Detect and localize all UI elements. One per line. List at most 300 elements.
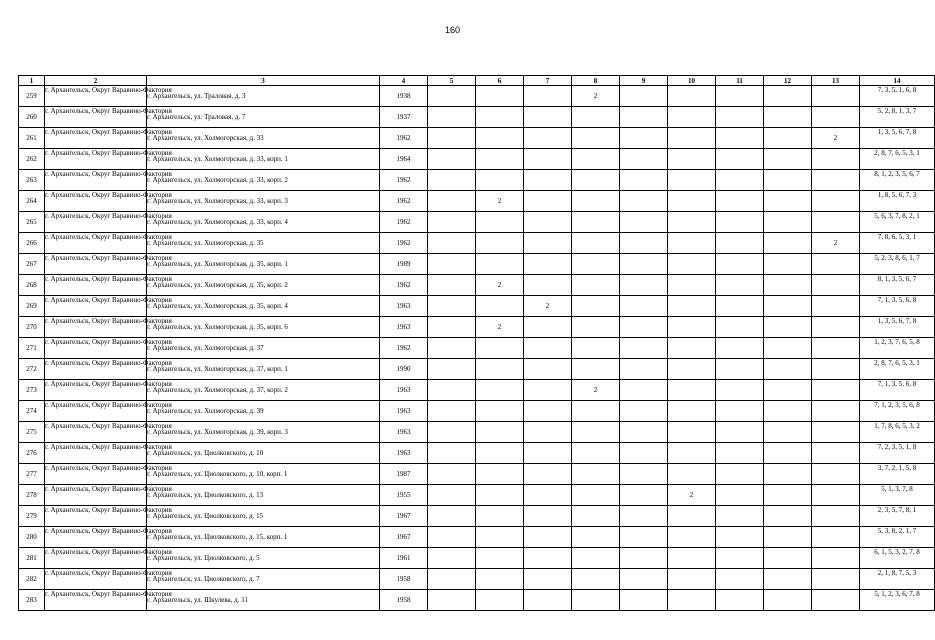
row-number: 259	[19, 86, 45, 107]
table-header-row	[19, 76, 935, 86]
col-7-cell	[524, 254, 572, 275]
col-8-cell	[572, 170, 620, 191]
column-header-2: 2	[45, 76, 147, 86]
col-14-cell: 1, 3, 5, 6, 7, 8	[860, 128, 935, 149]
col-5-cell	[428, 401, 476, 422]
col-5-cell	[428, 86, 476, 107]
district-cell: г. Архангельск, Округ Варавино-Фактория	[45, 380, 147, 401]
col-6-cell	[476, 464, 524, 485]
row-number: 270	[19, 317, 45, 338]
year-cell: 1963	[380, 401, 428, 422]
col-9-cell	[620, 317, 668, 338]
col-6-cell	[476, 590, 524, 611]
col-12-cell	[764, 254, 812, 275]
col-8-cell	[572, 338, 620, 359]
col-6-cell	[476, 569, 524, 590]
col-5-cell	[428, 485, 476, 506]
col-7-cell	[524, 86, 572, 107]
col-10-cell	[668, 401, 716, 422]
col-12-cell	[764, 548, 812, 569]
col-8-cell	[572, 485, 620, 506]
column-header-6: 6	[476, 76, 524, 86]
col-14-cell: 5, 3, 8, 2, 1, 7	[860, 527, 935, 548]
table-row	[19, 569, 935, 590]
col-7-cell: 2	[524, 296, 572, 317]
year-cell: 1962	[380, 191, 428, 212]
row-number: 273	[19, 380, 45, 401]
col-14-cell: 5, 6, 3, 7, 8, 2, 1	[860, 212, 935, 233]
year-cell: 1963	[380, 380, 428, 401]
row-number: 261	[19, 128, 45, 149]
col-12-cell	[764, 275, 812, 296]
col-7-cell	[524, 149, 572, 170]
col-13-cell	[812, 212, 860, 233]
row-number: 282	[19, 569, 45, 590]
col-9-cell	[620, 170, 668, 191]
col-13-cell	[812, 86, 860, 107]
row-number: 280	[19, 527, 45, 548]
col-10-cell	[668, 527, 716, 548]
col-6-cell: 2	[476, 275, 524, 296]
col-14-cell: 7, 1, 3, 5, 6, 8	[860, 296, 935, 317]
col-10-cell	[668, 86, 716, 107]
col-10-cell	[668, 464, 716, 485]
address-cell: г. Архангельск, ул. Холмогорская, д. 35, корп. 2	[147, 275, 380, 296]
col-6-cell: 2	[476, 317, 524, 338]
col-11-cell	[716, 254, 764, 275]
col-11-cell	[716, 128, 764, 149]
col-10-cell	[668, 338, 716, 359]
district-cell: г. Архангельск, Округ Варавино-Фактория	[45, 569, 147, 590]
col-7-cell	[524, 527, 572, 548]
row-number: 266	[19, 233, 45, 254]
table-body	[19, 86, 935, 611]
col-7-cell	[524, 359, 572, 380]
address-cell: г. Архангельск, ул. Холмогорская, д. 33, корп. 4	[147, 212, 380, 233]
col-5-cell	[428, 359, 476, 380]
col-9-cell	[620, 149, 668, 170]
col-9-cell	[620, 590, 668, 611]
col-9-cell	[620, 527, 668, 548]
col-14-cell: 7, 2, 3, 5, 1, 8	[860, 443, 935, 464]
table-row	[19, 590, 935, 611]
year-cell: 1962	[380, 275, 428, 296]
address-cell: г. Архангельск, ул. Холмогорская, д. 35	[147, 233, 380, 254]
col-5-cell	[428, 170, 476, 191]
table-row	[19, 296, 935, 317]
col-14-cell: 3, 7, 2, 1, 5, 8	[860, 464, 935, 485]
col-9-cell	[620, 422, 668, 443]
column-header-14: 14	[860, 76, 935, 86]
col-14-cell: 7, 1, 3, 5, 6, 8	[860, 380, 935, 401]
col-9-cell	[620, 233, 668, 254]
col-5-cell	[428, 380, 476, 401]
district-cell: г. Архангельск, Округ Варавино-Фактория	[45, 401, 147, 422]
district-cell: г. Архангельск, Округ Варавино-Фактория	[45, 296, 147, 317]
col-12-cell	[764, 128, 812, 149]
year-cell: 1967	[380, 506, 428, 527]
col-12-cell	[764, 86, 812, 107]
col-8-cell	[572, 191, 620, 212]
col-7-cell	[524, 485, 572, 506]
col-13-cell	[812, 569, 860, 590]
col-13-cell	[812, 338, 860, 359]
district-cell: г. Архангельск, Округ Варавино-Фактория	[45, 107, 147, 128]
col-8-cell	[572, 401, 620, 422]
col-11-cell	[716, 191, 764, 212]
col-9-cell	[620, 296, 668, 317]
col-9-cell	[620, 254, 668, 275]
col-10-cell	[668, 590, 716, 611]
col-14-cell: 2, 1, 8, 7, 5, 3	[860, 569, 935, 590]
district-cell: г. Архангельск, Округ Варавино-Фактория	[45, 590, 147, 611]
address-cell: г. Архангельск, ул. Траловая, д. 3	[147, 86, 380, 107]
table-row	[19, 401, 935, 422]
column-header-13: 13	[812, 76, 860, 86]
col-14-cell: 1, 3, 5, 6, 7, 8	[860, 317, 935, 338]
col-8-cell	[572, 128, 620, 149]
address-cell: г. Архангельск, ул. Холмогорская, д. 39	[147, 401, 380, 422]
column-header-1: 1	[19, 76, 45, 86]
col-5-cell	[428, 548, 476, 569]
col-6-cell	[476, 422, 524, 443]
district-cell: г. Архангельск, Округ Варавино-Фактория	[45, 548, 147, 569]
col-13-cell	[812, 401, 860, 422]
col-14-cell: 5, 2, 3, 8, 6, 1, 7	[860, 254, 935, 275]
col-12-cell	[764, 443, 812, 464]
col-13-cell: 2	[812, 128, 860, 149]
table-row	[19, 212, 935, 233]
row-number: 269	[19, 296, 45, 317]
col-9-cell	[620, 338, 668, 359]
col-11-cell	[716, 485, 764, 506]
col-11-cell	[716, 338, 764, 359]
col-9-cell	[620, 212, 668, 233]
col-10-cell	[668, 506, 716, 527]
year-cell: 1962	[380, 212, 428, 233]
table-row	[19, 422, 935, 443]
column-header-11: 11	[716, 76, 764, 86]
col-8-cell	[572, 359, 620, 380]
row-number: 281	[19, 548, 45, 569]
row-number: 278	[19, 485, 45, 506]
col-14-cell: 7, 3, 5, 1, 6, 8	[860, 86, 935, 107]
col-9-cell	[620, 464, 668, 485]
col-8-cell	[572, 422, 620, 443]
table-row	[19, 485, 935, 506]
col-14-cell: 2, 8, 7, 6, 5, 3, 1	[860, 359, 935, 380]
col-8-cell	[572, 590, 620, 611]
col-7-cell	[524, 128, 572, 149]
col-5-cell	[428, 464, 476, 485]
col-7-cell	[524, 380, 572, 401]
col-11-cell	[716, 317, 764, 338]
col-11-cell	[716, 296, 764, 317]
row-number: 260	[19, 107, 45, 128]
col-5-cell	[428, 149, 476, 170]
col-9-cell	[620, 506, 668, 527]
col-9-cell	[620, 359, 668, 380]
table-row	[19, 170, 935, 191]
col-7-cell	[524, 233, 572, 254]
col-6-cell	[476, 401, 524, 422]
col-5-cell	[428, 275, 476, 296]
col-14-cell: 5, 1, 3, 7, 8	[860, 485, 935, 506]
col-12-cell	[764, 485, 812, 506]
col-8-cell	[572, 569, 620, 590]
col-6-cell: 2	[476, 191, 524, 212]
address-cell: г. Архангельск, ул. Циолковского, д. 7	[147, 569, 380, 590]
col-9-cell	[620, 485, 668, 506]
col-8-cell: 2	[572, 380, 620, 401]
col-9-cell	[620, 548, 668, 569]
col-12-cell	[764, 212, 812, 233]
col-13-cell	[812, 149, 860, 170]
col-7-cell	[524, 506, 572, 527]
col-11-cell	[716, 506, 764, 527]
col-6-cell	[476, 443, 524, 464]
col-14-cell: 7, 8, 6, 5, 3, 1	[860, 233, 935, 254]
col-5-cell	[428, 191, 476, 212]
year-cell: 1967	[380, 527, 428, 548]
year-cell: 1937	[380, 107, 428, 128]
col-13-cell: 2	[812, 233, 860, 254]
col-10-cell	[668, 233, 716, 254]
row-number: 274	[19, 401, 45, 422]
col-14-cell: 6, 1, 5, 3, 2, 7, 8	[860, 548, 935, 569]
col-10-cell	[668, 548, 716, 569]
col-7-cell	[524, 569, 572, 590]
district-cell: г. Архангельск, Округ Варавино-Фактория	[45, 443, 147, 464]
col-8-cell	[572, 506, 620, 527]
col-14-cell: 1, 7, 8, 6, 5, 3, 2	[860, 422, 935, 443]
col-14-cell: 1, 8, 5, 6, 7, 3	[860, 191, 935, 212]
district-cell: г. Архангельск, Округ Варавино-Фактория	[45, 485, 147, 506]
year-cell: 1938	[380, 86, 428, 107]
year-cell: 1989	[380, 254, 428, 275]
col-9-cell	[620, 569, 668, 590]
table-row	[19, 317, 935, 338]
row-number: 271	[19, 338, 45, 359]
col-13-cell	[812, 590, 860, 611]
col-5-cell	[428, 443, 476, 464]
address-cell: г. Архангельск, ул. Холмогорская, д. 33	[147, 128, 380, 149]
table-row	[19, 275, 935, 296]
col-7-cell	[524, 464, 572, 485]
col-13-cell	[812, 443, 860, 464]
column-header-5: 5	[428, 76, 476, 86]
year-cell: 1964	[380, 149, 428, 170]
col-9-cell	[620, 128, 668, 149]
col-5-cell	[428, 296, 476, 317]
col-8-cell	[572, 149, 620, 170]
table-row	[19, 86, 935, 107]
col-5-cell	[428, 107, 476, 128]
year-cell: 1955	[380, 485, 428, 506]
col-13-cell	[812, 317, 860, 338]
col-6-cell	[476, 338, 524, 359]
col-13-cell	[812, 506, 860, 527]
col-5-cell	[428, 527, 476, 548]
district-cell: г. Архангельск, Округ Варавино-Фактория	[45, 359, 147, 380]
column-header-8: 8	[572, 76, 620, 86]
table-row	[19, 527, 935, 548]
col-14-cell: 8, 1, 3, 5, 6, 7	[860, 275, 935, 296]
col-9-cell	[620, 191, 668, 212]
col-6-cell	[476, 548, 524, 569]
address-cell: г. Архангельск, ул. Циолковского, д. 15, корп. 1	[147, 527, 380, 548]
col-14-cell: 1, 2, 3, 7, 6, 5, 8	[860, 338, 935, 359]
address-cell: г. Архангельск, ул. Холмогорская, д. 37	[147, 338, 380, 359]
col-7-cell	[524, 422, 572, 443]
col-7-cell	[524, 317, 572, 338]
col-5-cell	[428, 254, 476, 275]
year-cell: 1987	[380, 464, 428, 485]
col-11-cell	[716, 170, 764, 191]
district-cell: г. Архангельск, Округ Варавино-Фактория	[45, 338, 147, 359]
col-13-cell	[812, 548, 860, 569]
column-header-7: 7	[524, 76, 572, 86]
col-7-cell	[524, 212, 572, 233]
col-6-cell	[476, 506, 524, 527]
year-cell: 1963	[380, 443, 428, 464]
col-6-cell	[476, 212, 524, 233]
col-10-cell	[668, 254, 716, 275]
col-13-cell	[812, 170, 860, 191]
year-cell: 1958	[380, 569, 428, 590]
col-7-cell	[524, 191, 572, 212]
table-row	[19, 338, 935, 359]
year-cell: 1962	[380, 128, 428, 149]
col-10-cell	[668, 443, 716, 464]
district-cell: г. Архангельск, Округ Варавино-Фактория	[45, 170, 147, 191]
row-number: 283	[19, 590, 45, 611]
housing-table	[18, 75, 935, 611]
col-5-cell	[428, 128, 476, 149]
col-12-cell	[764, 569, 812, 590]
col-10-cell	[668, 359, 716, 380]
table-row	[19, 464, 935, 485]
col-12-cell	[764, 359, 812, 380]
year-cell: 1958	[380, 590, 428, 611]
district-cell: г. Архангельск, Округ Варавино-Фактория	[45, 128, 147, 149]
col-14-cell: 7, 1, 2, 3, 5, 6, 8	[860, 401, 935, 422]
col-6-cell	[476, 380, 524, 401]
year-cell: 1963	[380, 317, 428, 338]
col-11-cell	[716, 590, 764, 611]
row-number: 272	[19, 359, 45, 380]
col-8-cell	[572, 275, 620, 296]
col-10-cell	[668, 569, 716, 590]
col-12-cell	[764, 380, 812, 401]
col-12-cell	[764, 338, 812, 359]
col-11-cell	[716, 380, 764, 401]
year-cell: 1961	[380, 548, 428, 569]
col-12-cell	[764, 233, 812, 254]
col-13-cell	[812, 485, 860, 506]
col-12-cell	[764, 464, 812, 485]
col-8-cell	[572, 212, 620, 233]
col-7-cell	[524, 338, 572, 359]
row-number: 279	[19, 506, 45, 527]
col-10-cell	[668, 128, 716, 149]
row-number: 268	[19, 275, 45, 296]
col-12-cell	[764, 506, 812, 527]
col-12-cell	[764, 422, 812, 443]
col-10-cell	[668, 191, 716, 212]
col-10-cell	[668, 107, 716, 128]
col-5-cell	[428, 422, 476, 443]
row-number: 277	[19, 464, 45, 485]
table-row	[19, 233, 935, 254]
col-8-cell	[572, 233, 620, 254]
district-cell: г. Архангельск, Округ Варавино-Фактория	[45, 254, 147, 275]
col-7-cell	[524, 548, 572, 569]
col-7-cell	[524, 401, 572, 422]
col-9-cell	[620, 380, 668, 401]
address-cell: г. Архангельск, ул. Циолковского, д. 5	[147, 548, 380, 569]
district-cell: г. Архангельск, Округ Варавино-Фактория	[45, 422, 147, 443]
col-12-cell	[764, 149, 812, 170]
table-row	[19, 191, 935, 212]
col-10-cell	[668, 296, 716, 317]
col-14-cell: 2, 3, 5, 7, 8, 1	[860, 506, 935, 527]
column-header-12: 12	[764, 76, 812, 86]
col-12-cell	[764, 317, 812, 338]
col-11-cell	[716, 527, 764, 548]
col-7-cell	[524, 590, 572, 611]
address-cell: г. Архангельск, ул. Траловая, д. 7	[147, 107, 380, 128]
column-header-10: 10	[668, 76, 716, 86]
year-cell: 1990	[380, 359, 428, 380]
table-row	[19, 506, 935, 527]
col-9-cell	[620, 107, 668, 128]
col-5-cell	[428, 569, 476, 590]
col-10-cell: 2	[668, 485, 716, 506]
address-cell: г. Архангельск, ул. Холмогорская, д. 33, корп. 3	[147, 191, 380, 212]
col-9-cell	[620, 86, 668, 107]
row-number: 267	[19, 254, 45, 275]
column-header-4: 4	[380, 76, 428, 86]
col-10-cell	[668, 422, 716, 443]
col-10-cell	[668, 275, 716, 296]
col-11-cell	[716, 359, 764, 380]
col-13-cell	[812, 380, 860, 401]
col-8-cell: 2	[572, 86, 620, 107]
col-5-cell	[428, 233, 476, 254]
table-row	[19, 359, 935, 380]
col-9-cell	[620, 443, 668, 464]
district-cell: г. Архангельск, Округ Варавино-Фактория	[45, 506, 147, 527]
col-12-cell	[764, 590, 812, 611]
col-11-cell	[716, 401, 764, 422]
col-11-cell	[716, 275, 764, 296]
col-6-cell	[476, 254, 524, 275]
table-row	[19, 443, 935, 464]
col-11-cell	[716, 107, 764, 128]
col-14-cell: 5, 2, 8, 1, 3, 7	[860, 107, 935, 128]
col-8-cell	[572, 548, 620, 569]
col-8-cell	[572, 443, 620, 464]
col-5-cell	[428, 212, 476, 233]
row-number: 276	[19, 443, 45, 464]
col-11-cell	[716, 149, 764, 170]
table-row	[19, 149, 935, 170]
col-6-cell	[476, 296, 524, 317]
table-row	[19, 128, 935, 149]
district-cell: г. Архангельск, Округ Варавино-Фактория	[45, 149, 147, 170]
table-row	[19, 548, 935, 569]
